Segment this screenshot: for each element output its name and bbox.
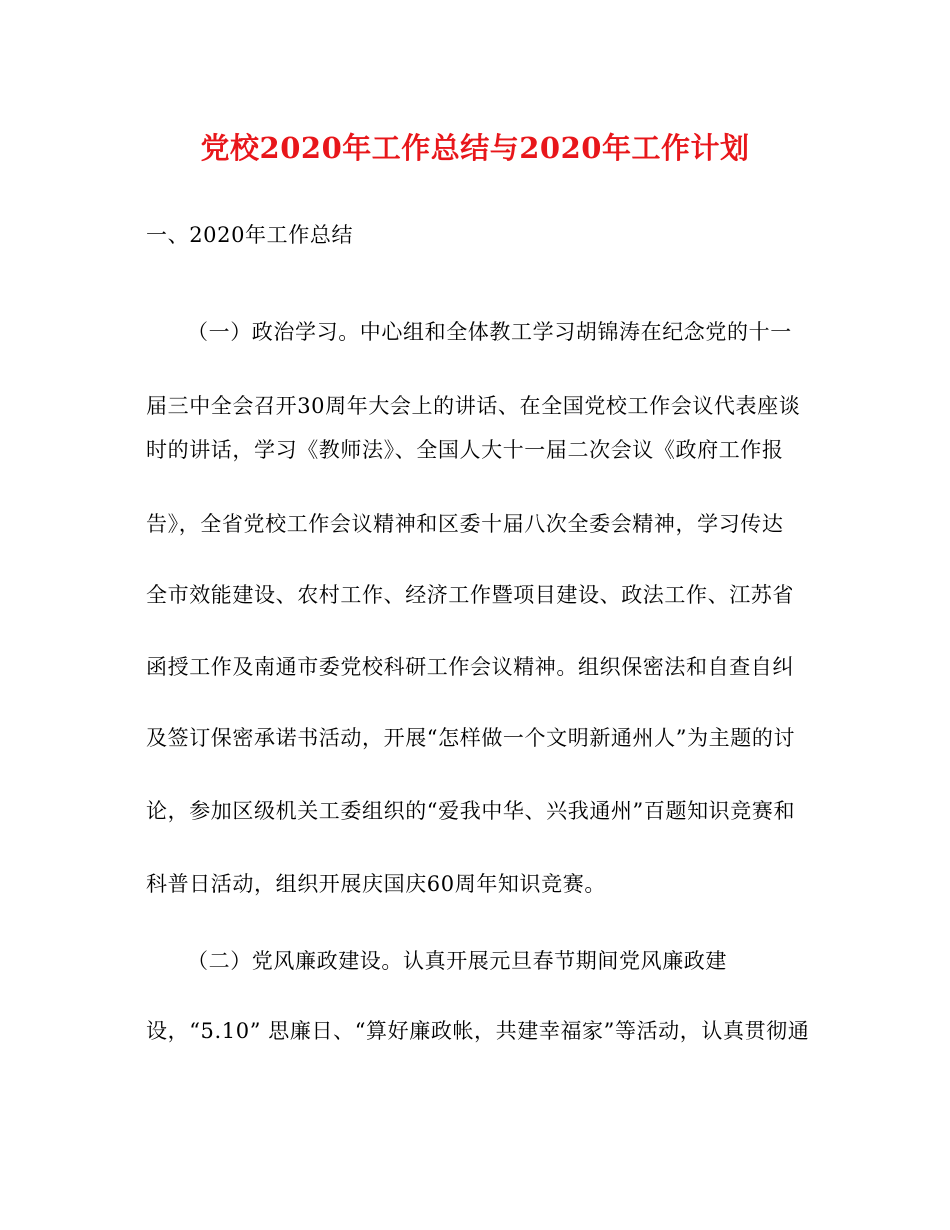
paragraph-line: （二）党风廉政建设。认真开展元旦春节期间党风廉政建 (187, 949, 727, 973)
paragraph-line: 函授工作及南通市委党校科研工作会议精神。组织保密法和自查自纠 (146, 655, 794, 679)
paragraph-line: 全市效能建设、农村工作、经济工作暨项目建设、政法工作、江苏省 (146, 583, 794, 607)
paragraph-line: 告》，全省党校工作会议精神和区委十届八次全委会精神，学习传达 (146, 512, 784, 536)
paragraph-line: 论，参加区级机关工委组织的“爱我中华、兴我通州”百题知识竞赛和 (146, 799, 796, 823)
paragraph-line: 时的讲话，学习《教师法》、全国人大十一届二次会议《政府工作报 (146, 438, 784, 462)
paragraph-line: 设，“5.10” 思廉日、“算好廉政帐，共建幸福家”等活动，认真贯彻通 (146, 1019, 810, 1043)
section-heading: 一、2020年工作总结 (146, 223, 354, 247)
document-title: 党校2020年工作总结与2020年工作计划 (200, 131, 750, 165)
paragraph-line: （一）政治学习。中心组和全体教工学习胡锦涛在纪念党的十一 (187, 320, 792, 344)
paragraph-line: 科普日活动，组织开展庆国庆60周年知识竞赛。 (146, 872, 606, 896)
paragraph-line: 及签订保密承诺书活动，开展“怎样做一个文明新通州人”为主题的讨 (146, 726, 796, 750)
paragraph-line: 届三中全会召开30周年大会上的讲话、在全国党校工作会议代表座谈 (146, 394, 801, 418)
